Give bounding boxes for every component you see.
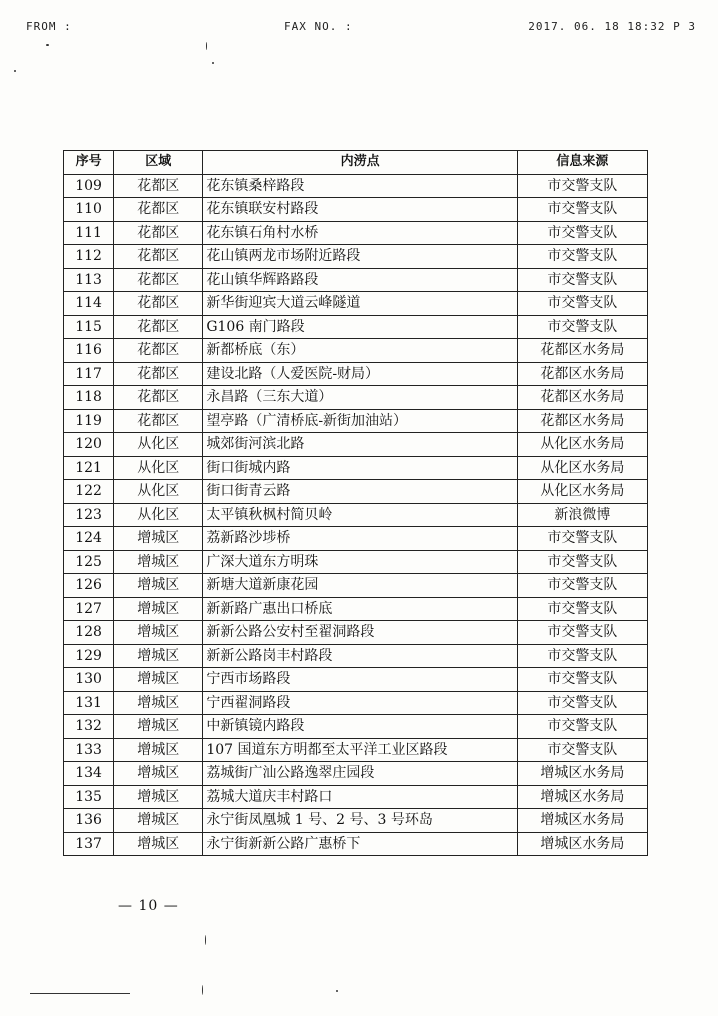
- cell-serial: 125: [64, 550, 114, 574]
- table-row: [64, 809, 648, 833]
- cell-source: 市交警支队: [517, 597, 647, 621]
- cell-location: 城郊街河滨北路: [203, 433, 518, 457]
- table-body: [64, 174, 648, 856]
- cell-source: 从化区水务局: [517, 433, 647, 457]
- table-row: [64, 268, 648, 292]
- cell-district: 增城区: [114, 644, 203, 668]
- table-row: [64, 315, 648, 339]
- cell-location: 新都桥底（东）: [203, 339, 518, 363]
- cell-serial: 131: [64, 691, 114, 715]
- cell-location: 花东镇联安村路段: [203, 198, 518, 222]
- cell-source: 花都区水务局: [517, 362, 647, 386]
- header-location: 内涝点: [203, 151, 518, 175]
- cell-source: 市交警支队: [517, 315, 647, 339]
- table-row: [64, 174, 648, 198]
- cell-serial: 118: [64, 386, 114, 410]
- cell-serial: 129: [64, 644, 114, 668]
- table-row: [64, 574, 648, 598]
- cell-source: 市交警支队: [517, 691, 647, 715]
- cell-district: 增城区: [114, 597, 203, 621]
- cell-serial: 124: [64, 527, 114, 551]
- cell-location: 新新公路岗丰村路段: [203, 644, 518, 668]
- cell-district: 花都区: [114, 315, 203, 339]
- cell-serial: 134: [64, 762, 114, 786]
- footer-rule: [30, 993, 130, 994]
- cell-district: 花都区: [114, 221, 203, 245]
- fax-number: FAX NO. :: [284, 20, 353, 33]
- cell-district: 增城区: [114, 550, 203, 574]
- cell-location: 荔城大道庆丰村路口: [203, 785, 518, 809]
- header-district: 区域: [114, 151, 203, 175]
- cell-district: 增城区: [114, 785, 203, 809]
- cell-serial: 109: [64, 174, 114, 198]
- table-row: [64, 738, 648, 762]
- cell-location: 107 国道东方明都至太平洋工业区路段: [203, 738, 518, 762]
- cell-location: 新新路广惠出口桥底: [203, 597, 518, 621]
- cell-serial: 121: [64, 456, 114, 480]
- cell-location: 永宁街新新公路广惠桥下: [203, 832, 518, 856]
- cell-serial: 130: [64, 668, 114, 692]
- cell-location: 宁西市场路段: [203, 668, 518, 692]
- cell-district: 花都区: [114, 292, 203, 316]
- cell-location: 花东镇石角村水桥: [203, 221, 518, 245]
- cell-serial: 133: [64, 738, 114, 762]
- cell-district: 从化区: [114, 480, 203, 504]
- cell-location: 建设北路（人爱医院-财局）: [203, 362, 518, 386]
- cell-source: 市交警支队: [517, 268, 647, 292]
- table-row: [64, 785, 648, 809]
- cell-district: 花都区: [114, 409, 203, 433]
- cell-source: 市交警支队: [517, 550, 647, 574]
- cell-district: 花都区: [114, 339, 203, 363]
- cell-district: 从化区: [114, 503, 203, 527]
- cell-location: G106 南门路段: [203, 315, 518, 339]
- table-row: [64, 527, 648, 551]
- table-row: [64, 456, 648, 480]
- table-row: [64, 245, 648, 269]
- cell-serial: 117: [64, 362, 114, 386]
- table-row: [64, 292, 648, 316]
- cell-district: 增城区: [114, 574, 203, 598]
- cell-source: 市交警支队: [517, 527, 647, 551]
- table-row: [64, 668, 648, 692]
- cell-location: 花东镇桑梓路段: [203, 174, 518, 198]
- cell-location: 永昌路（三东大道）: [203, 386, 518, 410]
- cell-source: 花都区水务局: [517, 386, 647, 410]
- cell-serial: 114: [64, 292, 114, 316]
- cell-serial: 115: [64, 315, 114, 339]
- cell-location: 宁西翟洞路段: [203, 691, 518, 715]
- table-row: [64, 762, 648, 786]
- scan-speck: [206, 42, 207, 50]
- cell-serial: 120: [64, 433, 114, 457]
- fax-datetime: 2017. 06. 18 18:32 P 3: [528, 20, 696, 33]
- cell-serial: 119: [64, 409, 114, 433]
- table-row: [64, 621, 648, 645]
- cell-source: 增城区水务局: [517, 809, 647, 833]
- cell-location: 街口街城内路: [203, 456, 518, 480]
- cell-district: 增城区: [114, 621, 203, 645]
- cell-location: 中新镇镜内路段: [203, 715, 518, 739]
- cell-district: 增城区: [114, 738, 203, 762]
- cell-serial: 111: [64, 221, 114, 245]
- cell-source: 市交警支队: [517, 174, 647, 198]
- table-row: [64, 362, 648, 386]
- scan-speck: [336, 990, 338, 992]
- table-row: [64, 644, 648, 668]
- fax-from: FROM :: [26, 20, 72, 33]
- fax-header: [26, 20, 696, 36]
- cell-source: 增城区水务局: [517, 832, 647, 856]
- cell-district: 增城区: [114, 762, 203, 786]
- cell-location: 永宁街凤凰城 1 号、2 号、3 号环岛: [203, 809, 518, 833]
- table-row: [64, 198, 648, 222]
- cell-serial: 127: [64, 597, 114, 621]
- cell-location: 荔新路沙埗桥: [203, 527, 518, 551]
- cell-district: 增城区: [114, 715, 203, 739]
- cell-source: 市交警支队: [517, 644, 647, 668]
- cell-district: 花都区: [114, 174, 203, 198]
- cell-source: 增城区水务局: [517, 762, 647, 786]
- page-number: — 10 —: [118, 898, 179, 914]
- cell-location: 太平镇秋枫村简贝岭: [203, 503, 518, 527]
- cell-location: 花山镇华辉路路段: [203, 268, 518, 292]
- cell-district: 花都区: [114, 268, 203, 292]
- table-row: [64, 597, 648, 621]
- table-header-row: [64, 151, 648, 175]
- cell-serial: 135: [64, 785, 114, 809]
- cell-location: 新华街迎宾大道云峰隧道: [203, 292, 518, 316]
- cell-district: 从化区: [114, 456, 203, 480]
- cell-serial: 137: [64, 832, 114, 856]
- cell-location: 荔城街广汕公路逸翠庄园段: [203, 762, 518, 786]
- cell-serial: 132: [64, 715, 114, 739]
- table-row: [64, 480, 648, 504]
- table-row: [64, 715, 648, 739]
- cell-source: 市交警支队: [517, 715, 647, 739]
- cell-district: 花都区: [114, 245, 203, 269]
- cell-serial: 116: [64, 339, 114, 363]
- table-row: [64, 221, 648, 245]
- waterlogging-points-table: [63, 150, 648, 856]
- cell-district: 增城区: [114, 809, 203, 833]
- table-row: [64, 433, 648, 457]
- cell-source: 市交警支队: [517, 198, 647, 222]
- cell-source: 增城区水务局: [517, 785, 647, 809]
- scan-speck: [205, 935, 206, 945]
- cell-source: 市交警支队: [517, 621, 647, 645]
- cell-serial: 113: [64, 268, 114, 292]
- header-source: 信息来源: [517, 151, 647, 175]
- cell-source: 市交警支队: [517, 292, 647, 316]
- cell-source: 市交警支队: [517, 245, 647, 269]
- cell-serial: 136: [64, 809, 114, 833]
- cell-source: 市交警支队: [517, 574, 647, 598]
- scan-speck: [46, 44, 49, 46]
- cell-source: 花都区水务局: [517, 339, 647, 363]
- cell-serial: 110: [64, 198, 114, 222]
- scan-speck: [202, 985, 203, 995]
- cell-location: 新新公路公安村至翟洞路段: [203, 621, 518, 645]
- table-row: [64, 832, 648, 856]
- cell-location: 街口街青云路: [203, 480, 518, 504]
- cell-source: 市交警支队: [517, 738, 647, 762]
- cell-district: 从化区: [114, 433, 203, 457]
- cell-source: 花都区水务局: [517, 409, 647, 433]
- cell-source: 市交警支队: [517, 668, 647, 692]
- scan-speck: [14, 70, 16, 72]
- table-row: [64, 339, 648, 363]
- table-row: [64, 386, 648, 410]
- cell-location: 花山镇两龙市场附近路段: [203, 245, 518, 269]
- cell-district: 花都区: [114, 386, 203, 410]
- cell-source: 新浪微博: [517, 503, 647, 527]
- cell-district: 花都区: [114, 362, 203, 386]
- cell-source: 市交警支队: [517, 221, 647, 245]
- cell-district: 增城区: [114, 832, 203, 856]
- cell-serial: 122: [64, 480, 114, 504]
- cell-district: 增城区: [114, 691, 203, 715]
- cell-serial: 123: [64, 503, 114, 527]
- table-row: [64, 503, 648, 527]
- cell-district: 增城区: [114, 527, 203, 551]
- scan-speck: [212, 62, 214, 64]
- cell-serial: 126: [64, 574, 114, 598]
- table-row: [64, 691, 648, 715]
- cell-source: 从化区水务局: [517, 480, 647, 504]
- cell-district: 增城区: [114, 668, 203, 692]
- cell-source: 从化区水务局: [517, 456, 647, 480]
- cell-location: 广深大道东方明珠: [203, 550, 518, 574]
- cell-location: 望亭路（广清桥底-新街加油站）: [203, 409, 518, 433]
- header-serial: 序号: [64, 151, 114, 175]
- cell-serial: 128: [64, 621, 114, 645]
- cell-district: 花都区: [114, 198, 203, 222]
- table-row: [64, 409, 648, 433]
- cell-serial: 112: [64, 245, 114, 269]
- cell-location: 新塘大道新康花园: [203, 574, 518, 598]
- table-row: [64, 550, 648, 574]
